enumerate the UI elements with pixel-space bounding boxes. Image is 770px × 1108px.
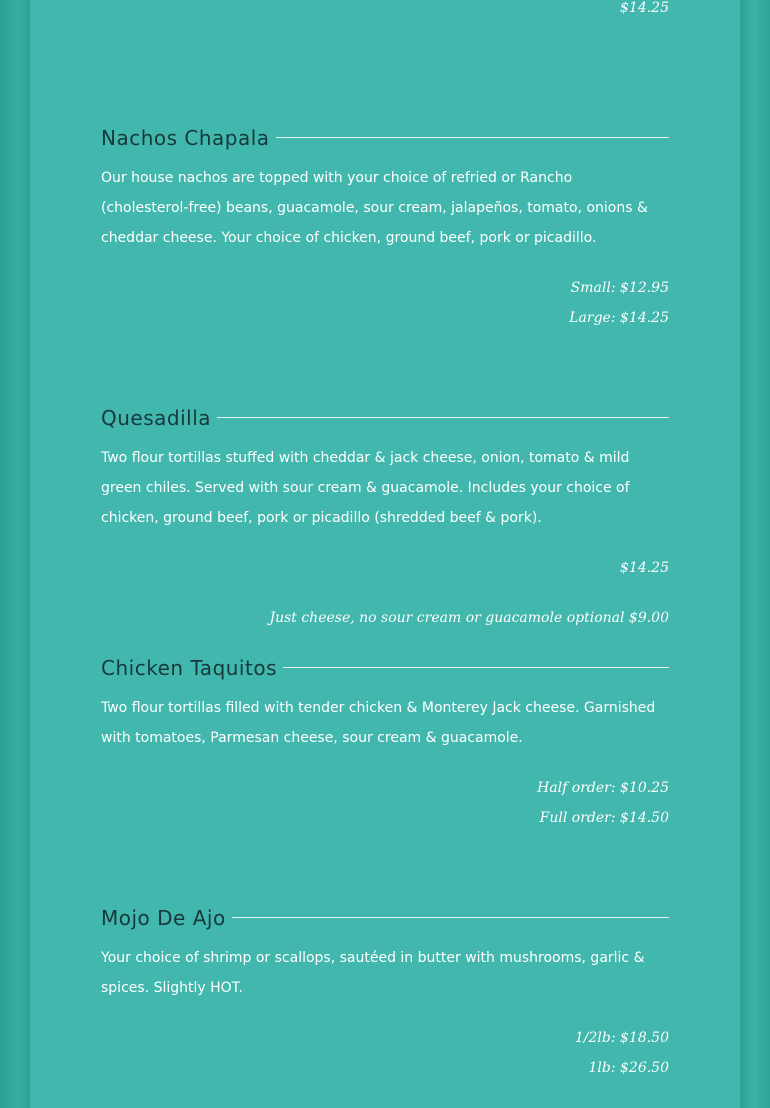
item-header bbox=[101, 653, 669, 683]
item-description: Two flour tortillas filled with tender chicken & Monterey Jack cheese. Garnished with tomatoes, Parmesan cheese, sour cream & guacamole. bbox=[101, 700, 656, 746]
item-price: Full order: $14.50 bbox=[539, 810, 669, 826]
title-divider bbox=[283, 667, 669, 668]
title-divider bbox=[276, 137, 669, 138]
item-header bbox=[101, 903, 669, 933]
menu-item-mojo-de-ajo bbox=[101, 903, 669, 1003]
item-header bbox=[101, 123, 669, 153]
item-title: Mojo De Ajo bbox=[101, 906, 226, 930]
item-price: 1lb: $26.50 bbox=[588, 1060, 669, 1076]
item-price: Small: $12.95 bbox=[570, 280, 669, 296]
item-header bbox=[101, 403, 669, 433]
title-divider bbox=[217, 417, 669, 418]
item-price: Half order: $10.25 bbox=[537, 780, 669, 796]
item-price: $14.25 bbox=[620, 560, 669, 576]
menu-item-nachos-chapala bbox=[101, 123, 669, 253]
menu-item-chicken-taquitos bbox=[101, 653, 669, 753]
item-price: Large: $14.25 bbox=[569, 310, 669, 326]
item-price-note: Just cheese, no sour cream or guacamole optional $9.00 bbox=[269, 610, 669, 626]
menu-item-quesadilla bbox=[101, 403, 669, 533]
item-description: Two flour tortillas stuffed with cheddar & jack cheese, onion, tomato & mild green chiles. Served with sour cream & guacamole. Includes your choice of chicken, ground beef, pork or picadillo (shredded beef & pork). bbox=[101, 450, 630, 526]
item-title: Quesadilla bbox=[101, 406, 212, 430]
item-price: 1/2lb: $18.50 bbox=[574, 1030, 669, 1046]
item-description: Your choice of shrimp or scallops, sautéed in butter with mushrooms, garlic & spices. Slightly HOT. bbox=[101, 950, 645, 996]
title-divider bbox=[232, 917, 669, 918]
item-title: Chicken Taquitos bbox=[101, 656, 277, 680]
item-description: Our house nachos are topped with your choice of refried or Rancho (cholesterol-free) beans, guacamole, sour cream, jalapeños, tomato, onions & cheddar cheese. Your choice of chicken, ground beef, pork or picadillo. bbox=[101, 170, 648, 246]
item-title: Nachos Chapala bbox=[101, 126, 270, 150]
top-price: $14.25 bbox=[620, 0, 669, 16]
